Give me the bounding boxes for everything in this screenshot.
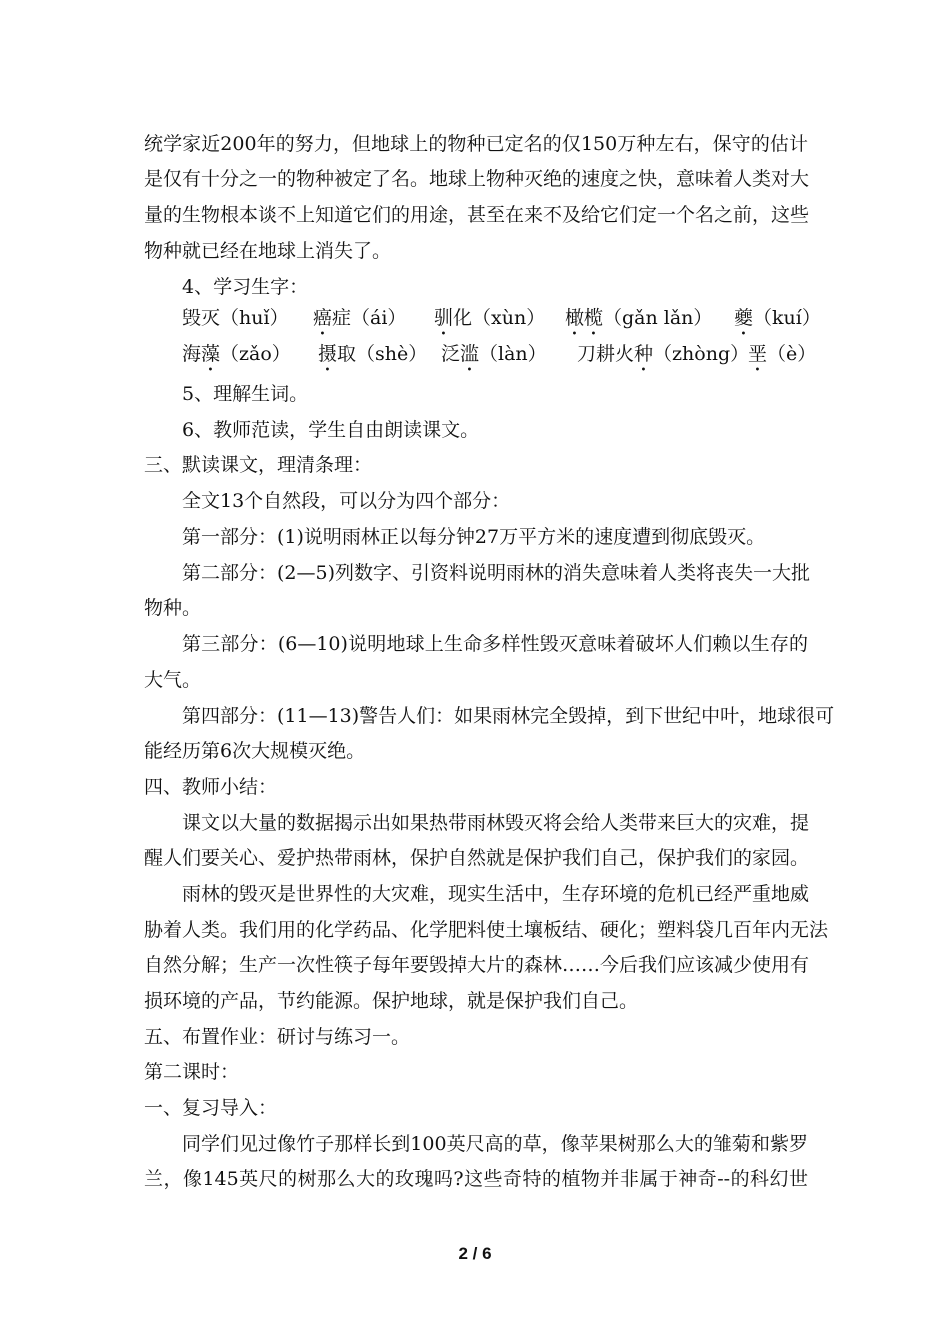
paragraph-line: 同学们见过像竹子那样长到100英尺高的草，像苹果树那么大的雏菊和紫罗 [182, 1133, 808, 1155]
vocab-word: 毁灭（huǐ） [182, 307, 289, 329]
paragraph-line: 自然分解；生产一次性筷子每年要毁掉大片的森林……今后我们应该减少使用有 [144, 954, 810, 976]
section-heading: 三、默读课文，理清条理： [144, 454, 373, 476]
paragraph-line: 全文13个自然段，可以分为四个部分： [182, 490, 511, 512]
paragraph-line: 第一部分：(1)说明雨林正以每分钟27万平方米的速度遭到彻底毁灭。 [182, 526, 766, 548]
page-number: 2 / 6 [458, 1244, 492, 1263]
paragraph-line: 课文以大量的数据揭示出如果热带雨林毁灭将会给人类带来巨大的灾难，提 [182, 812, 810, 834]
paragraph-line: 第四部分：(11—13)警告人们：如果雨林完全毁掉，到下世纪中叶，地球很可 [182, 705, 835, 727]
vocab-word: 刀耕火种（zhòng） [577, 343, 750, 365]
section-heading: 四、教师小结： [144, 776, 278, 798]
vocab-word: 癌症（ái） [313, 307, 407, 329]
paragraph-line: 物种就已经在地球上消失了。 [144, 240, 392, 262]
section-item: 5、理解生词。 [182, 383, 309, 405]
vocab-row-2 [144, 342, 817, 368]
vocab-word: 夔（kuí） [734, 307, 821, 329]
paragraph-line: 醒人们要关心、爱护热带雨林，保护自然就是保护我们自己，保护我们的家园。 [144, 847, 810, 869]
vocab-word: 橄榄（gǎn lǎn） [565, 307, 713, 329]
section-item: 4、学习生字： [182, 276, 309, 298]
paragraph-line: 是仅有十分之一的物种被定了名。地球上物种灭绝的速度之快，意味着人类对大 [144, 168, 810, 190]
vocab-word: 驯化（xùn） [434, 307, 546, 329]
paragraph-line: 第二部分：(2—5)列数字、引资料说明雨林的消失意味着人类将丧失一大批 [182, 562, 811, 584]
section-item: 6、教师范读，学生自由朗读课文。 [182, 419, 480, 441]
vocab-word: 海藻（zǎo） [182, 343, 291, 365]
section-heading: 第二课时： [144, 1061, 240, 1083]
paragraph-line: 雨林的毁灭是世界性的大灾难，现实生活中，生存环境的危机已经严重地威 [182, 883, 810, 905]
vocab-word: 垩（è） [748, 343, 817, 365]
section-heading: 一、复习导入： [144, 1097, 278, 1119]
paragraph-line: 量的生物根本谈不上知道它们的用途，甚至在来不及给它们定一个名之前，这些 [144, 204, 810, 226]
paragraph-line: 大气。 [144, 669, 202, 691]
paragraph-line: 能经历第6次大规模灭绝。 [144, 740, 366, 762]
vocab-word: 泛滥（làn） [441, 343, 547, 365]
paragraph-line: 兰，像145英尺的树那么大的玫瑰吗?这些奇特的植物并非属于神奇--的科幻世 [144, 1168, 808, 1190]
paragraph-line: 第三部分：(6—10)说明地球上生命多样性毁灭意味着破坏人们赖以生存的 [182, 633, 808, 655]
paragraph-line: 胁着人类。我们用的化学药品、化学肥料使土壤板结、硬化；塑料袋几百年内无法 [144, 919, 829, 941]
vocab-word: 摄取（shè） [318, 343, 428, 365]
paragraph-line: 损环境的产品，节约能源。保护地球，就是保护我们自己。 [144, 990, 639, 1012]
paragraph-line: 物种。 [144, 597, 202, 619]
section-heading: 五、布置作业：研讨与练习一。 [144, 1026, 411, 1048]
vocab-row-1 [144, 306, 821, 332]
paragraph-line: 统学家近200年的努力，但地球上的物种已定名的仅150万种左右，保守的估计 [144, 133, 808, 155]
